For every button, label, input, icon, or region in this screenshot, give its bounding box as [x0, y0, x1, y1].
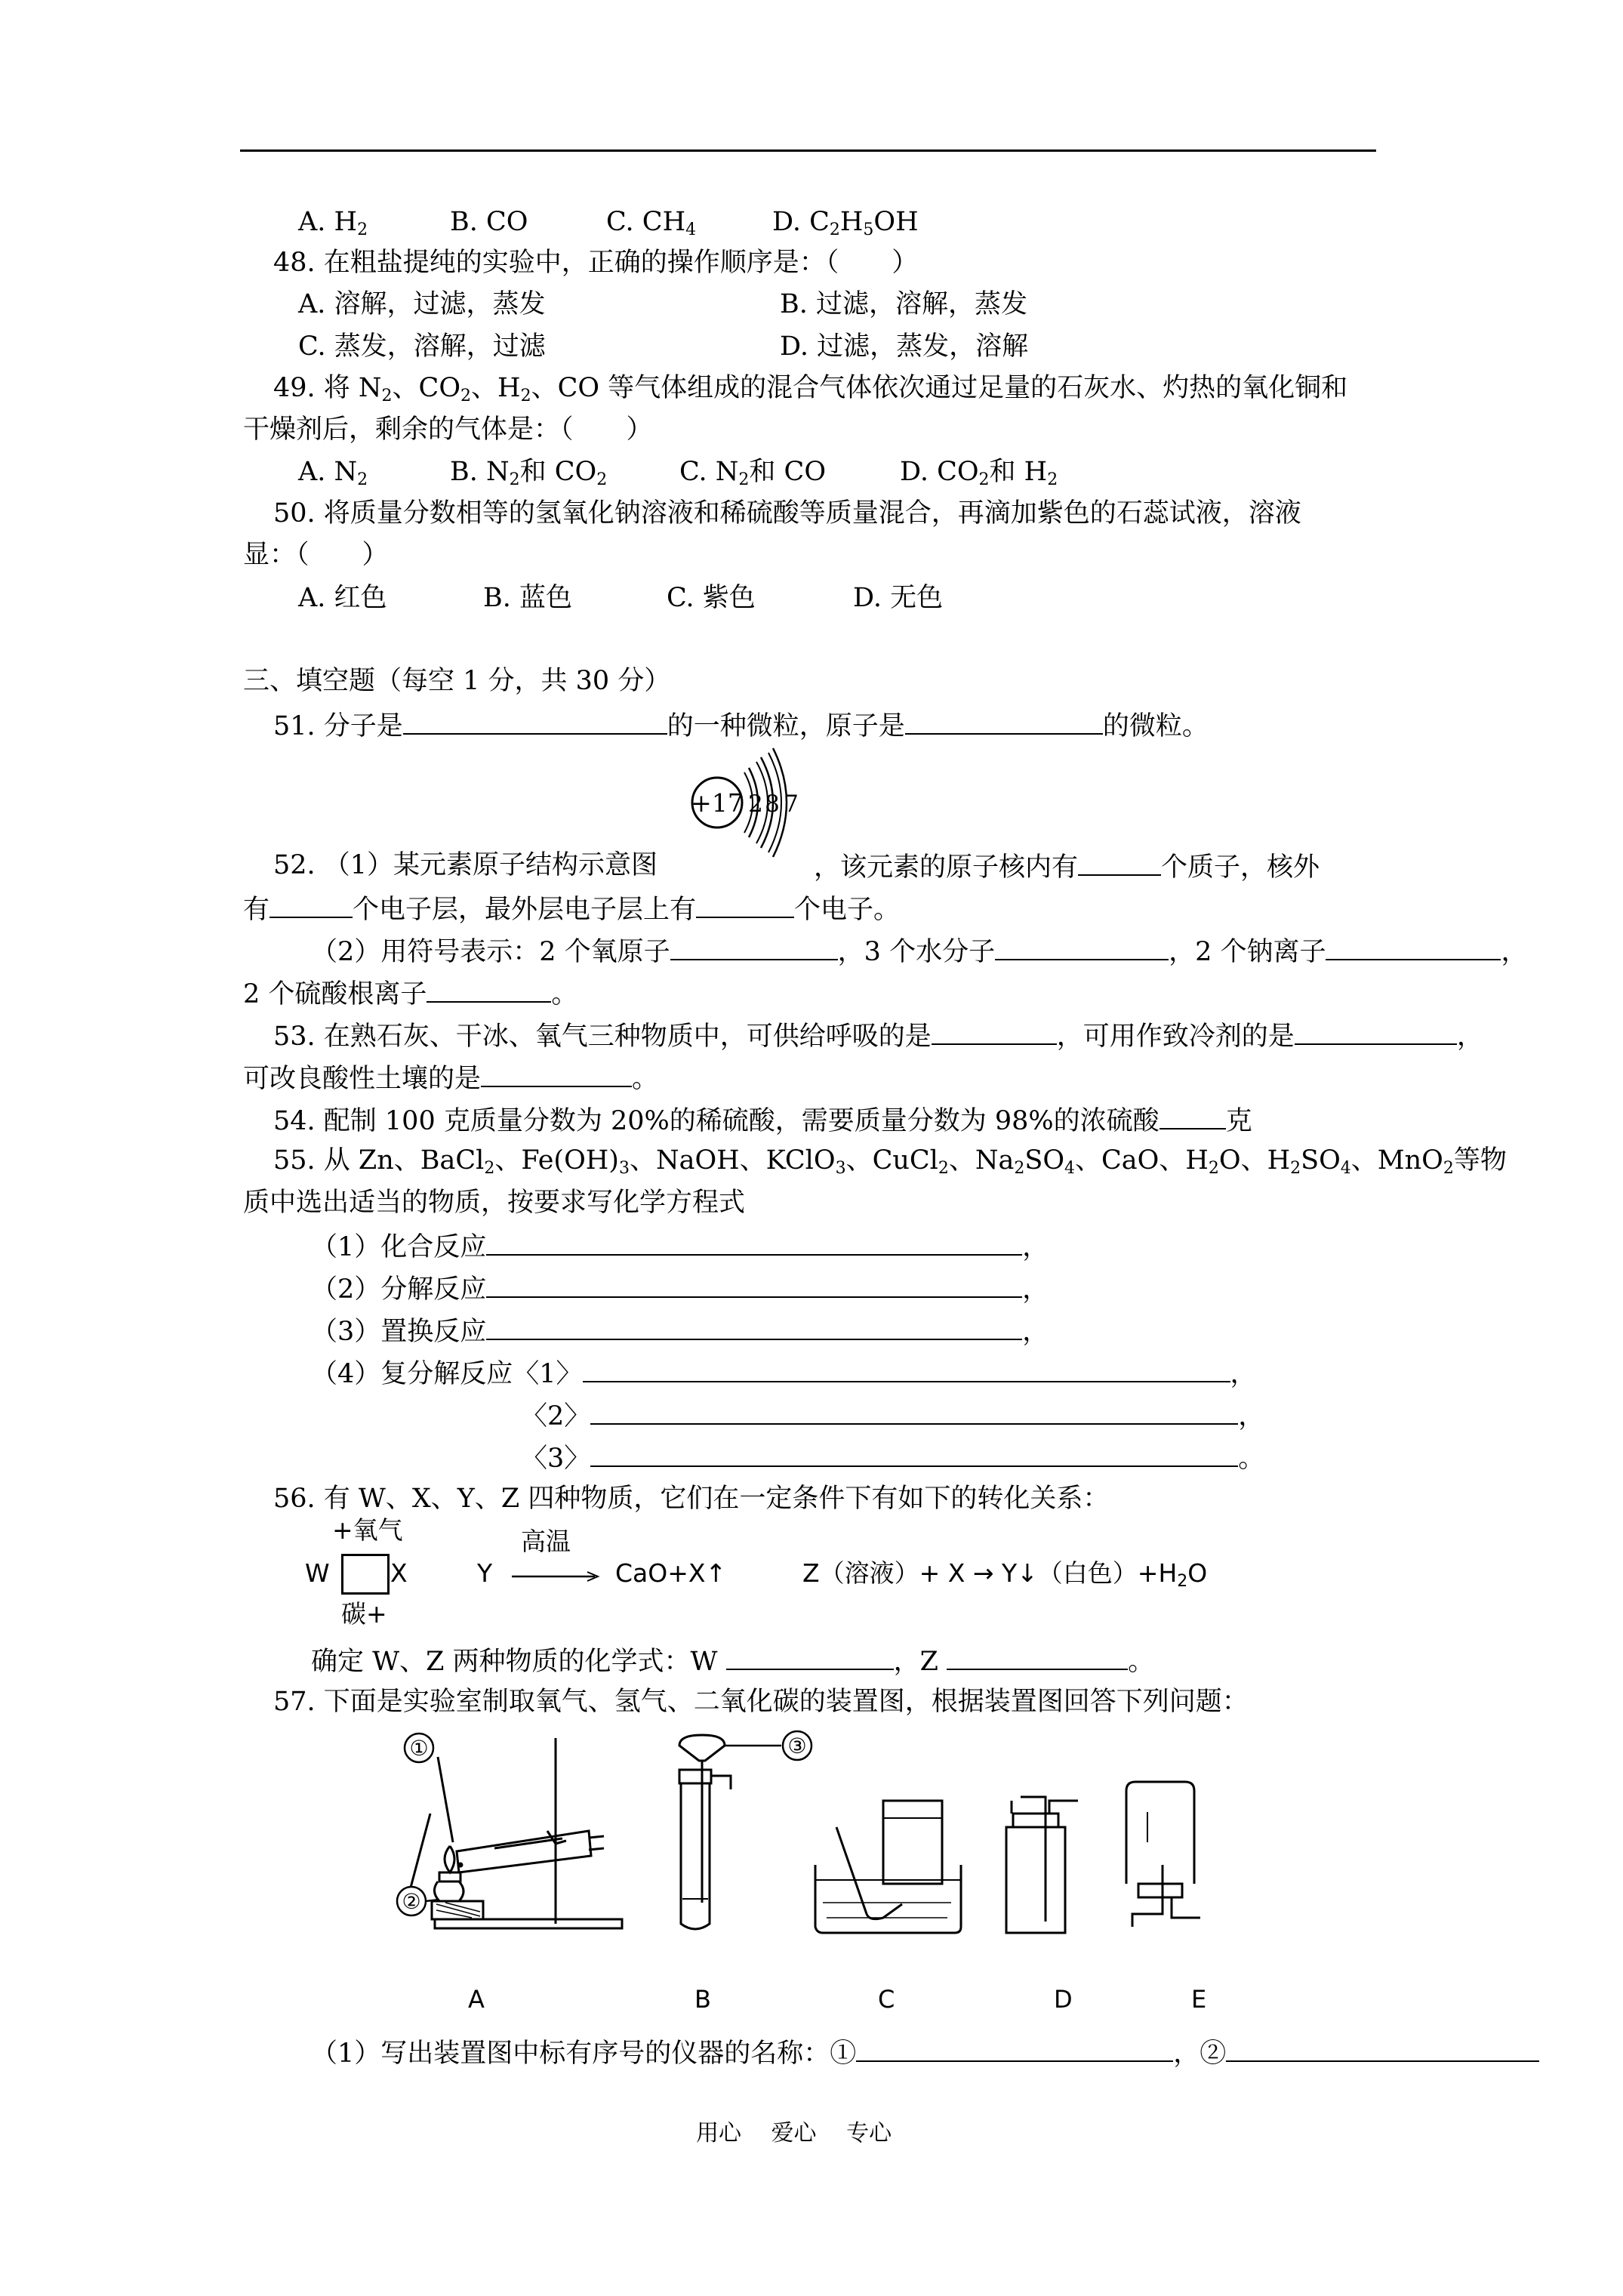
instrument-marker-1 — [405, 1734, 433, 1762]
svg-text:③: ③ — [787, 1734, 807, 1758]
q55-displacement: （3）置换反应 ， — [311, 1313, 1049, 1348]
q47-option-d: D. $C_2H_5OH$ — [772, 207, 919, 239]
q52-line4: 2 个硫酸根离子 。 — [243, 975, 577, 1011]
apparatus-c — [815, 1801, 961, 1933]
q52-line3: （2）用符号表示：2 个氧原子 ，3 个水分子 ，2 个钠离子 ， — [311, 933, 1528, 969]
svg-text:①: ① — [409, 1736, 429, 1761]
q55-decomposition: （2）分解反应 ， — [311, 1271, 1049, 1306]
q56-condition: 高温 — [521, 1527, 571, 1556]
svg-text:②: ② — [402, 1889, 421, 1914]
q47-option-b: B. CO — [450, 207, 528, 237]
q55-line1: 55. 从 Zn、BaCl$_2$、$Fe(OH)_3$、NaOH、KClO$_3$、CuCl$_2$、$Na_2SO_4$、CaO、$H_2O$、$H_2SO_4$、MnO$_2$等物 — [273, 1145, 1507, 1178]
q56-carbon: 碳+ — [341, 1599, 387, 1629]
atom-shell-3: 7 — [784, 791, 799, 818]
q49-option-d: D. $CO_2$和 $H_2$ — [900, 457, 1058, 489]
q56-y: Y — [477, 1558, 493, 1588]
atom-structure-diagram — [687, 744, 815, 872]
q53-line2: 可改良酸性土壤的是 。 — [243, 1060, 658, 1096]
q47-option-a: A. $H_2$ — [298, 207, 368, 239]
apparatus-label-e: E — [1191, 1985, 1207, 2014]
apparatus-a — [408, 1738, 622, 1928]
apparatus-d — [1006, 1797, 1078, 1933]
q57-stem: 57. 下面是实验室制取氧气、氢气、二氧化碳的装置图，根据装置图回答下列问题： — [273, 1687, 1249, 1717]
q55-line2: 质中选出适当的物质，按要求写化学方程式 — [243, 1188, 746, 1218]
q48-option-d: D. 过滤，蒸发，溶解 — [780, 331, 1029, 362]
q56-x: X — [390, 1558, 408, 1588]
atom-shell-1: 2 — [748, 791, 763, 818]
page-footer: 用心 爱心 专心 — [696, 2120, 892, 2147]
q49-stem-line2: 干燥剂后，剩余的气体是：（ ） — [243, 415, 653, 445]
q56-box — [341, 1554, 390, 1595]
q48-option-a: A. 溶解，过滤，蒸发 — [298, 289, 546, 319]
q50-option-d: D. 无色 — [853, 583, 944, 613]
q57-sub1: （1）写出装置图中标有序号的仪器的名称：① ，② — [311, 2035, 1539, 2070]
q56-stem: 56. 有 W、X、Y、Z 四种物质，它们在一定条件下有如下的转化关系： — [273, 1484, 1110, 1514]
q52-line1-b: ，该元素的原子核内有 个质子，核外 — [814, 849, 1320, 884]
apparatus-e — [1126, 1782, 1200, 1927]
q51: 51. 分子是 的一种微粒，原子是 的微粒。 — [273, 707, 1209, 743]
q49-option-c: C. $N_2$和 CO — [679, 457, 827, 489]
q50-option-c: C. 紫色 — [667, 583, 756, 613]
q47-option-c: C. $CH_4$ — [606, 207, 697, 239]
q48-option-b: B. 过滤，溶解，蒸发 — [780, 289, 1027, 319]
q56-w: W — [305, 1558, 330, 1588]
instrument-marker-3 — [783, 1731, 812, 1760]
q50-option-b: B. 蓝色 — [483, 583, 572, 613]
q56-ask: 确定 W、Z 两种物质的化学式：W ，Z 。 — [311, 1643, 1154, 1678]
q53-line1: 53. 在熟石灰、干冰、氧气三种物质中，可供给呼吸的是 ，可用作致冷剂的是 ， — [273, 1018, 1483, 1053]
q49-option-b: B. $N_2$和 $CO_2$ — [450, 457, 608, 489]
q55-double-decomp-1: （4）复分解反应〈1〉 ， — [311, 1355, 1257, 1391]
q56-arrow-icon — [512, 1570, 602, 1583]
apparatus-label-b: B — [694, 1985, 711, 2014]
q49-option-a: A. $N_2$ — [298, 457, 368, 489]
q56-oxygen: +氧气 — [332, 1515, 403, 1545]
lab-apparatus-diagram — [370, 1729, 1238, 2008]
q50-option-a: A. 红色 — [298, 583, 387, 613]
q48-option-c: C. 蒸发，溶解，过滤 — [298, 331, 546, 362]
q48-stem: 48. 在粗盐提纯的实验中，正确的操作顺序是：（ ） — [273, 248, 919, 278]
instrument-marker-2 — [397, 1887, 439, 1915]
atom-shell-2: 8 — [765, 791, 780, 818]
q52-line2: 有 个电子层，最外层电子层上有 个电子。 — [243, 891, 900, 926]
apparatus-label-a: A — [468, 1985, 485, 2014]
q54: 54. 配制 100 克质量分数为 20%的稀硫酸，需要质量分数为 98%的浓硫酸 克 — [273, 1102, 1252, 1138]
q52-line1-a: 52. （1）某元素原子结构示意图 — [273, 850, 658, 880]
q55-double-decomp-3: 〈3〉 。 — [521, 1440, 1264, 1475]
q55-double-decomp-2: 〈2〉 ， — [521, 1398, 1264, 1433]
apparatus-b — [679, 1735, 781, 1929]
section-heading: 三、填空题（每空 1 分，共 30 分） — [243, 666, 671, 696]
q49-stem-line1: 49. 将 $N_2$、$CO_2$、$H_2$、CO 等气体组成的混合气体依次通过足量的石灰水、灼热的氧化铜和 — [273, 373, 1348, 405]
q50-stem-line2: 显：（ ） — [243, 540, 389, 570]
header-rule — [240, 149, 1376, 152]
q56-reaction: Z（溶液）+ X → Y↓（白色）$+H_2O$ — [802, 1558, 1208, 1591]
q50-stem-line1: 50. 将质量分数相等的氢氧化钠溶液和稀硫酸等质量混合，再滴加紫色的石蕊试液，溶液 — [273, 498, 1301, 529]
atom-nucleus: +17 — [691, 788, 744, 818]
q56-products: CaO+X↑ — [615, 1558, 727, 1588]
apparatus-label-d: D — [1054, 1985, 1073, 2014]
apparatus-label-c: C — [878, 1985, 895, 2014]
q55-combination: （1）化合反应 ， — [311, 1228, 1049, 1264]
